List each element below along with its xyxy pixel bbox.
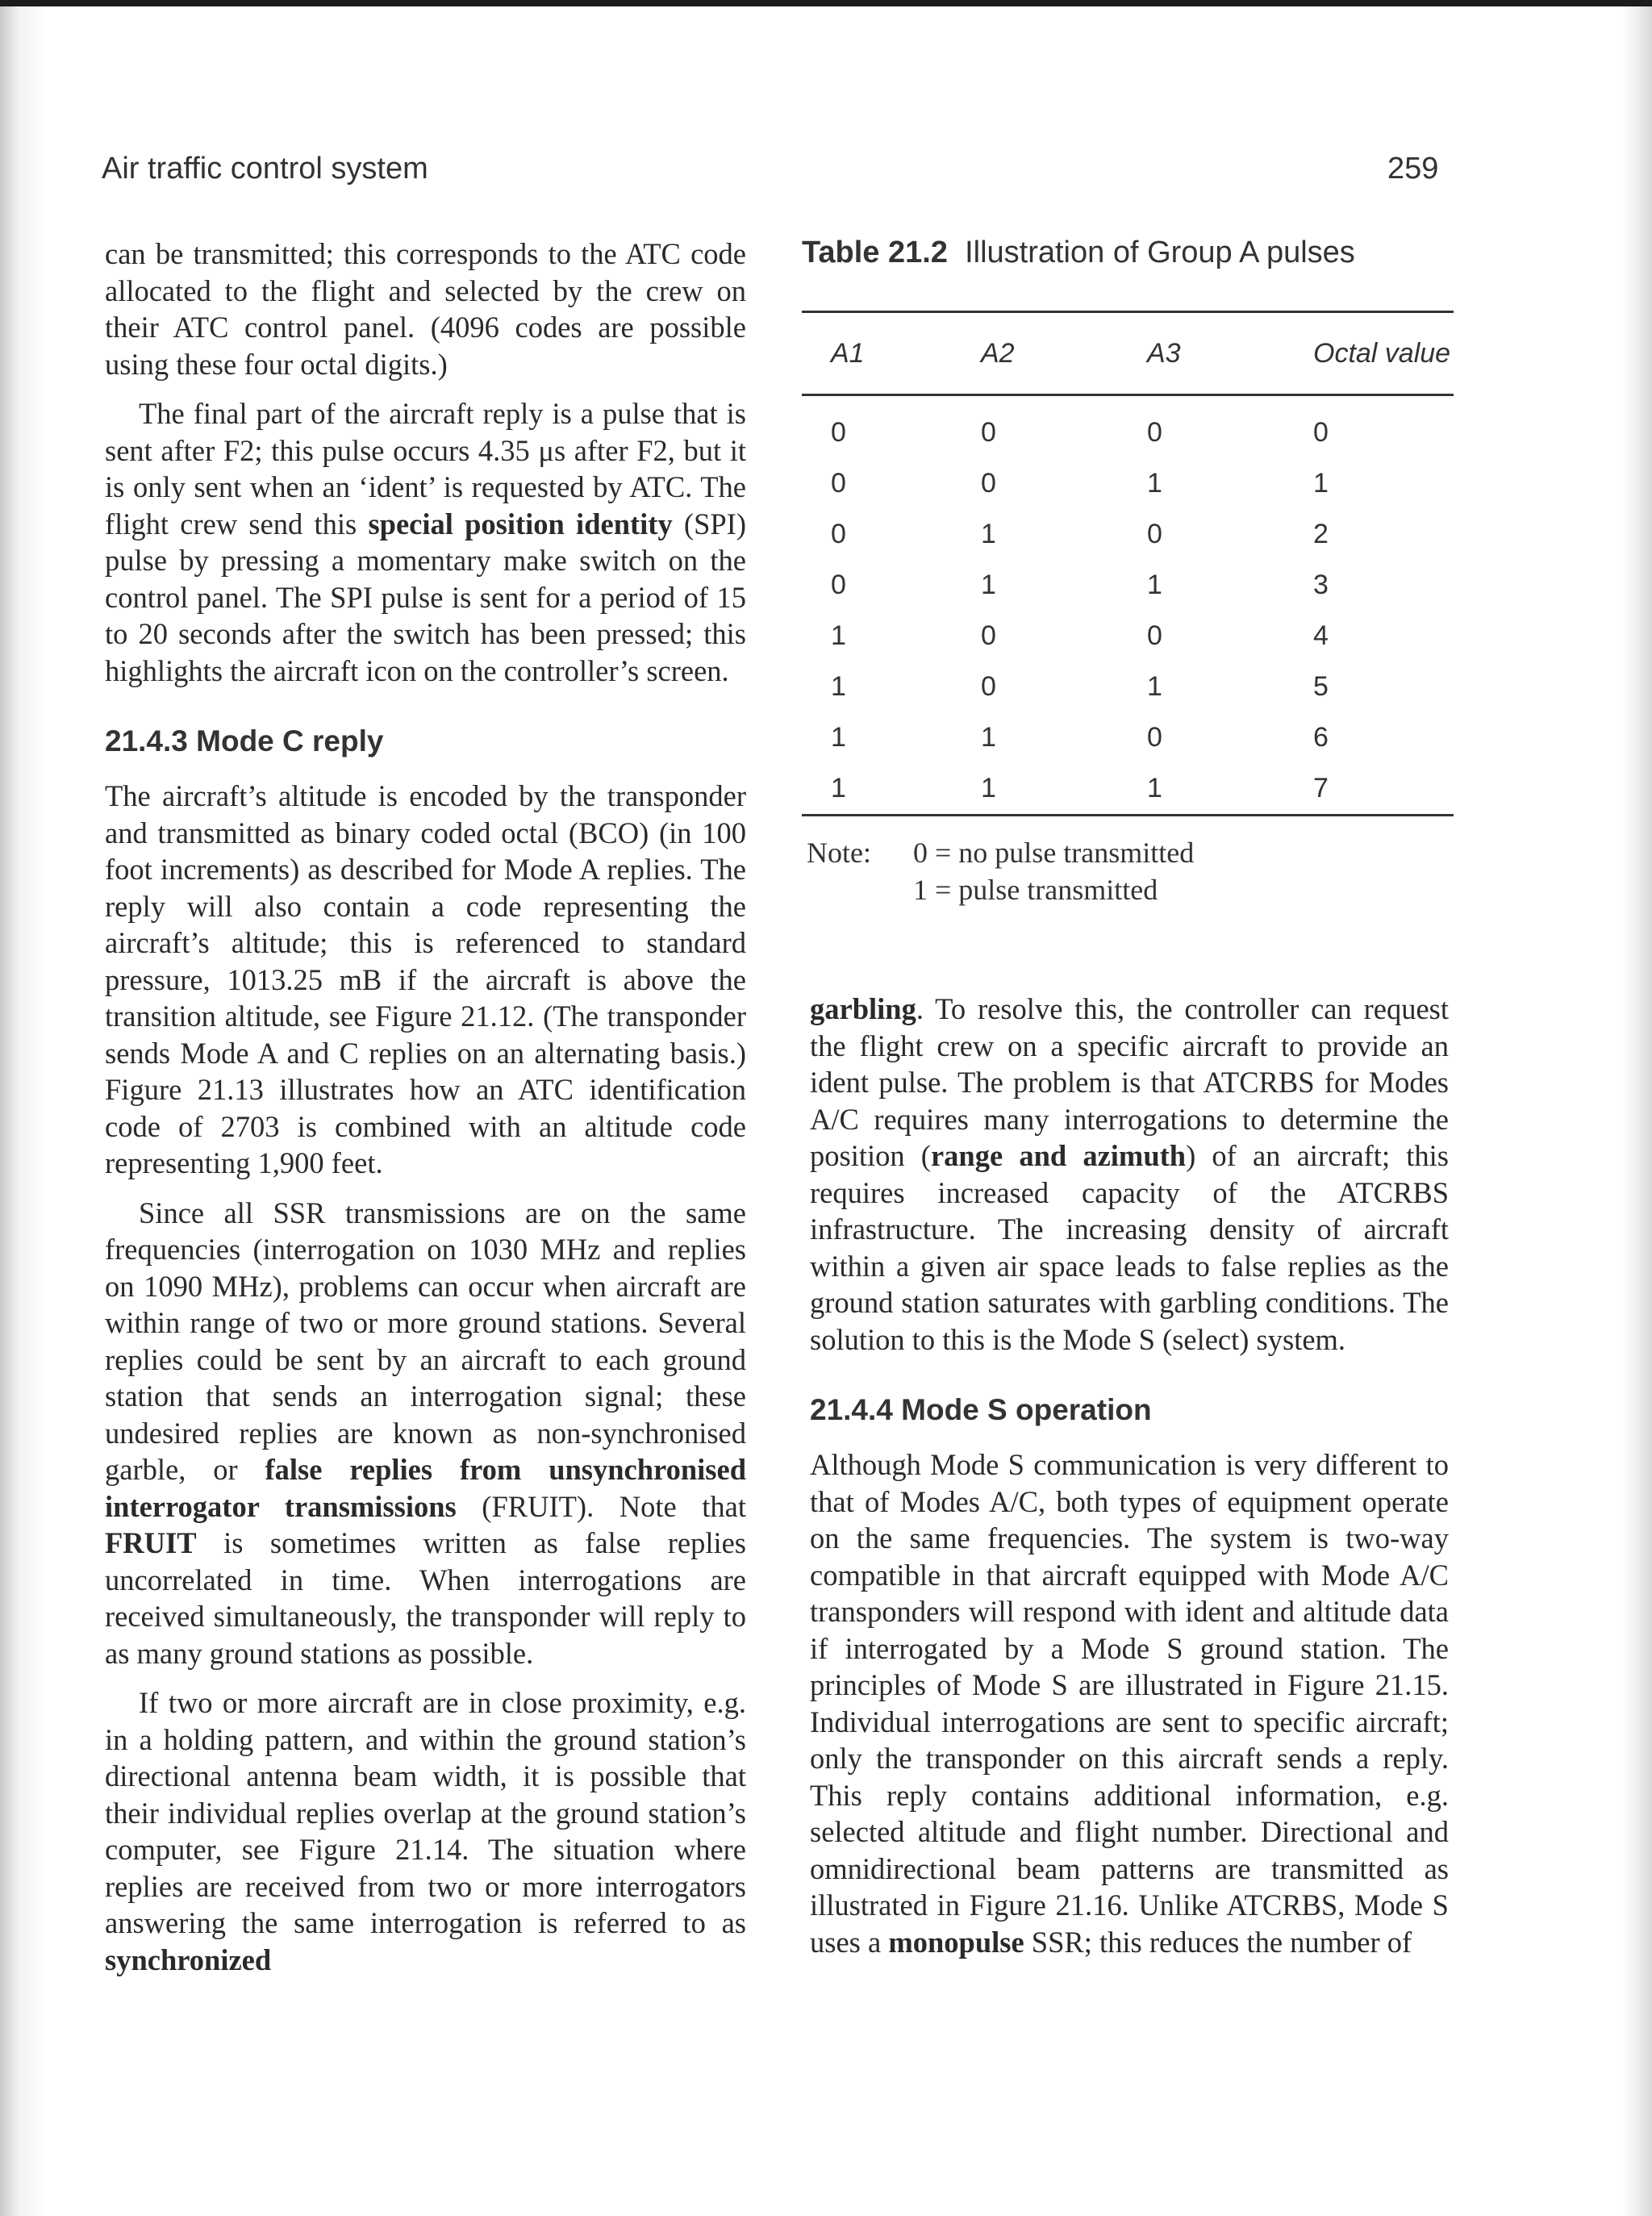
table-caption-label: Table 21.2 bbox=[802, 236, 948, 269]
table-cell: 7 bbox=[1313, 773, 1329, 803]
table-cell: 0 bbox=[981, 671, 996, 702]
note-line: 0 = no pulse transmitted bbox=[913, 837, 1195, 869]
section-heading-mode-c: 21.4.3 Mode C reply bbox=[105, 724, 384, 757]
page-number: 259 bbox=[1387, 152, 1439, 186]
paragraph: garbling. To resolve this, the controller can request the flight crew on a specific aircraft to provide an ident pulse. The problem is that ATCRBS for Modes A/C requires many interrogations to determine the position (range and azimuth) of an aircraft; this requires increased capacity of the ATCRBS infrastructure. The increasing density of aircraft within a given air space leads to false replies as the ground station saturates with garbling conditions. The solution to this is the Mode S (select) system. bbox=[810, 992, 1449, 1356]
paragraph: The aircraft’s altitude is encoded by the transponder and transmitted as binary coded octal (BCO) (in 100 foot increments) as described for Mode A replies. The reply will also contain a code representing the aircraft’s altitude; this is referenced to standard pressure, 1013.25 mB if the aircraft is above the transition altitude, see Figure 21.12. (The transponder sends Mode A and C replies on an alternating basis.) Figure 21.13 illustrates how an ATC identification code of 2703 is combined with an altitude code representing 1,900 feet. bbox=[105, 779, 746, 1179]
bold-term: false replies from unsynchronised interrogator transmissions bbox=[105, 1453, 746, 1523]
table-cell: 0 bbox=[981, 620, 996, 651]
table-cell: 1 bbox=[1313, 468, 1329, 499]
table-21-2 bbox=[802, 236, 1455, 908]
note-label: Note: bbox=[807, 837, 871, 869]
bold-term: special position identity bbox=[368, 507, 673, 540]
table-cell: 0 bbox=[1147, 722, 1162, 753]
bold-term: garbling bbox=[810, 992, 916, 1025]
table-cell: 0 bbox=[831, 570, 846, 600]
paragraph: Since all SSR transmissions are on the same frequencies (interrogation on 1030 MHz and replies on 1090 MHz), problems can occur when aircraft are within range of two or more ground stations. Several replies could be sent by an aircraft to each ground station that sends an interrogation signal; these undesired replies are known as non-synchronised garble, or false replies from unsynchronised interrogator transmissions (FRUIT). Note that FRUIT is sometimes written as false replies uncorrelated in time. When interrogations are received simultaneously, the transponder will reply to as many ground stations as possible. bbox=[105, 1196, 746, 1670]
table-row bbox=[802, 763, 1454, 816]
left-column bbox=[105, 236, 746, 1991]
page-top-edge bbox=[0, 0, 1652, 6]
table-cell: 0 bbox=[981, 417, 996, 448]
table-cell: 1 bbox=[831, 671, 846, 702]
table-row bbox=[802, 661, 1454, 712]
table-cell: 6 bbox=[1313, 722, 1329, 753]
table-cell: 1 bbox=[1147, 773, 1162, 803]
table-cell: 1 bbox=[831, 722, 846, 753]
table-cell: 0 bbox=[1147, 620, 1162, 651]
table-cell: 0 bbox=[831, 417, 846, 448]
running-header-title: Air traffic control system bbox=[102, 152, 428, 186]
table-cell: 1 bbox=[1147, 671, 1162, 702]
table-cell: 3 bbox=[1313, 570, 1329, 600]
paragraph: If two or more aircraft are in close proximity, e.g. in a holding pattern, and within the ground station’s directional antenna beam width, it is possible that their individual replies overlap at the ground station’s computer, see Figure 21.14. The situation where replies are received from two or more interrogators answering the same interrogation is referred to as synchronized bbox=[105, 1686, 746, 1976]
table-caption-text: Illustration of Group A pulses bbox=[965, 236, 1355, 269]
table-cell: 0 bbox=[1147, 519, 1162, 549]
table-caption bbox=[802, 236, 1455, 270]
table-row bbox=[802, 560, 1454, 611]
right-column bbox=[810, 991, 1449, 1973]
section-heading-mode-s: 21.4.4 Mode S operation bbox=[810, 1393, 1152, 1426]
table-cell: 0 bbox=[1147, 417, 1162, 448]
table-row bbox=[802, 712, 1454, 763]
paragraph: The final part of the aircraft reply is a pulse that is sent after F2; this pulse occurs 4.35 μs after F2, but it is only sent when an ‘ident’ is requested by ATC. The flight crew send this special position identity (SPI) pulse by pressing a momentary make switch on the control panel. The SPI pulse is sent for a period of 15 to 20 seconds after the switch has been pressed; this highlights the aircraft icon on the controller’s screen. bbox=[105, 397, 746, 687]
table-cell: 1 bbox=[1147, 570, 1162, 600]
paragraph: can be transmitted; this corresponds to the ATC code allocated to the flight and selected by the crew on their ATC control panel. (4096 codes are possible using these four octal digits.) bbox=[105, 237, 746, 381]
table-cell: 2 bbox=[1313, 519, 1329, 549]
bold-term: synchronized bbox=[105, 1943, 272, 1976]
note-line: 1 = pulse transmitted bbox=[913, 874, 1158, 906]
bold-term: monopulse bbox=[888, 1925, 1024, 1959]
table-cell: 5 bbox=[1313, 671, 1329, 702]
table-cell: 0 bbox=[1313, 417, 1329, 448]
table-header-cell: A1 bbox=[831, 337, 865, 369]
table-header-cell: Octal value bbox=[1313, 337, 1451, 369]
table-header-cell: A2 bbox=[981, 337, 1015, 369]
table-cell: 1 bbox=[981, 570, 996, 600]
table-cell: 1 bbox=[981, 773, 996, 803]
bold-term: range and azimuth bbox=[930, 1139, 1187, 1172]
table-row bbox=[802, 458, 1454, 509]
table-cell: 0 bbox=[831, 519, 846, 549]
table-cell: 0 bbox=[981, 468, 996, 499]
table-cell: 0 bbox=[831, 468, 846, 499]
table-cell: 1 bbox=[981, 722, 996, 753]
table-cell: 1 bbox=[981, 519, 996, 549]
table-cell: 4 bbox=[1313, 620, 1329, 651]
table-row bbox=[802, 395, 1454, 459]
table-row bbox=[802, 611, 1454, 661]
table-cell: 1 bbox=[831, 773, 846, 803]
table-cell: 1 bbox=[831, 620, 846, 651]
table-cell: 1 bbox=[1147, 468, 1162, 499]
table-note bbox=[802, 834, 1455, 908]
bold-term: FRUIT bbox=[105, 1526, 197, 1559]
paragraph: Although Mode S communication is very different to that of Modes A/C, both types of equipment operate on the same frequencies. The system is two-way compatible in that aircraft equipped with Mode A/C transponders will respond with ident and altitude data if interrogated by a Mode S ground station. The principles of Mode S are illustrated in Figure 21.15. Individual interrogations are sent to specific aircraft; only the transponder on this aircraft sends a reply. This reply contains additional information, e.g. selected altitude and flight number. Directional and omnidirectional beam patterns are transmitted as illustrated in Figure 21.16. Unlike ATCRBS, Mode S uses a monopulse SSR; this reduces the number of bbox=[810, 1448, 1449, 1959]
table-header-cell: A3 bbox=[1147, 337, 1181, 369]
table-row bbox=[802, 509, 1454, 560]
table-header-row bbox=[802, 312, 1454, 395]
group-a-pulses-table bbox=[802, 311, 1454, 816]
